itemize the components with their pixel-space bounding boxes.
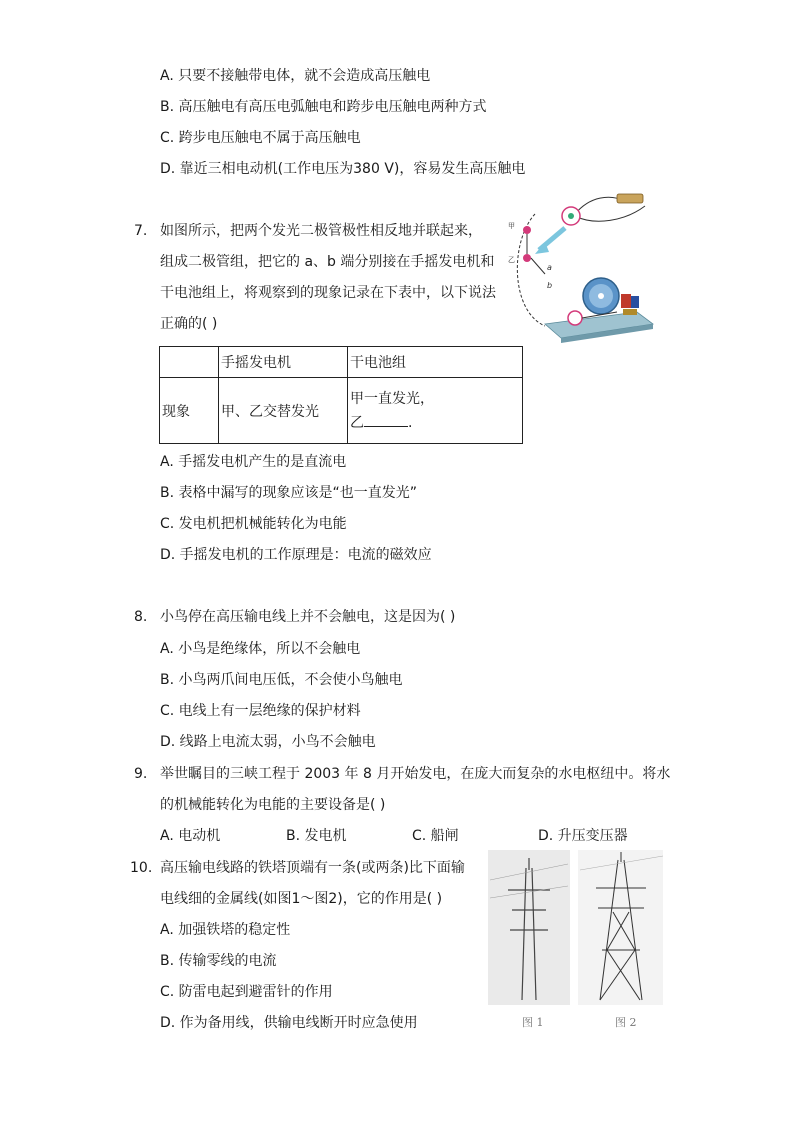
q7-option-c: C. 发电机把机械能转化为电能 xyxy=(160,516,347,532)
q6-option-d: D. 靠近三相电动机(工作电压为380 V)，容易发生高压触电 xyxy=(160,161,526,177)
label-yi: 乙 xyxy=(508,256,515,264)
q9-option-a: A. 电动机 xyxy=(160,828,221,844)
q9-number: 9. xyxy=(134,766,148,782)
label-a: a xyxy=(547,263,552,272)
q8-option-a: A. 小鸟是绝缘体，所以不会触电 xyxy=(160,641,361,657)
q9-option-b: B. 发电机 xyxy=(286,828,347,844)
q8-number: 8. xyxy=(134,609,148,625)
battery-cell-line1: 甲一直发光， xyxy=(350,390,434,407)
label-b: b xyxy=(547,281,553,290)
table-row-label: 现象 xyxy=(160,378,219,444)
table-cell-battery xyxy=(348,378,523,444)
q7-text-line2: 组成二极管组，把它的 a、b 端分别接在手摇发电机和 xyxy=(160,254,495,270)
q7-observation-table xyxy=(159,346,523,444)
label-jia: 甲 xyxy=(508,222,515,230)
q6-option-c: C. 跨步电压触电不属于高压触电 xyxy=(160,130,361,146)
q9-option-c: C. 船闸 xyxy=(412,828,459,844)
battery-cell-prefix: 乙 xyxy=(350,414,364,431)
q9-option-d: D. 升压变压器 xyxy=(538,828,628,844)
q7-number: 7. xyxy=(134,223,148,239)
q7-text-line1: 如图所示，把两个发光二极管极性相反地并联起来， xyxy=(160,223,482,239)
figure1-caption: 图 1 xyxy=(522,1016,544,1029)
table-header-battery: 干电池组 xyxy=(348,347,523,378)
q10-option-b: B. 传输零线的电流 xyxy=(160,953,277,969)
q9-text-line2: 的机械能转化为电能的主要设备是( ) xyxy=(160,797,386,813)
q10-text-line1: 高压输电线路的铁塔顶端有一条(或两条)比下面输 xyxy=(160,860,465,876)
q10-option-d: D. 作为备用线，供输电线断开时应急使用 xyxy=(160,1015,418,1031)
battery-cell-suffix: . xyxy=(408,414,413,431)
q10-tower-figures xyxy=(488,850,663,1005)
figure1-photo xyxy=(488,850,570,1005)
q9-text-line1: 举世瞩目的三峡工程于 2003 年 8 月开始发电，在庞大而复杂的水电枢纽中。将水 xyxy=(160,766,671,782)
q7-option-b: B. 表格中漏写的现象应该是“也一直发光” xyxy=(160,485,418,501)
q7-text-line3: 干电池组上，将观察到的现象记录在下表中，以下说法 xyxy=(160,285,496,301)
answer-blank xyxy=(364,412,408,427)
figure2-caption: 图 2 xyxy=(615,1016,637,1029)
q8-option-b: B. 小鸟两爪间电压低，不会使小鸟触电 xyxy=(160,672,403,688)
led-yi-icon xyxy=(523,254,531,262)
table-header-generator: 手摇发电机 xyxy=(219,347,348,378)
led-jia-icon xyxy=(523,226,531,234)
battery-icon xyxy=(617,194,643,203)
q10-option-a: A. 加强铁塔的稳定性 xyxy=(160,922,291,938)
q10-option-c: C. 防雷电起到避雷针的作用 xyxy=(160,984,333,1000)
q8-option-d: D. 线路上电流太弱，小鸟不会触电 xyxy=(160,734,376,750)
table-header-empty xyxy=(160,347,219,378)
q7-option-d: D. 手摇发电机的工作原理是：电流的磁效应 xyxy=(160,547,432,563)
q6-option-a: A. 只要不接触带电体，就不会造成高压触电 xyxy=(160,68,431,84)
q10-number: 10. xyxy=(130,860,153,876)
q8-option-c: C. 电线上有一层绝缘的保护材料 xyxy=(160,703,361,719)
q7-text-line4: 正确的( ) xyxy=(160,316,218,332)
q7-option-a: A. 手摇发电机产生的是直流电 xyxy=(160,454,347,470)
q7-circuit-figure xyxy=(505,186,655,346)
battery-cell-line2 xyxy=(350,411,520,435)
q8-text: 小鸟停在高压输电线上并不会触电，这是因为( ) xyxy=(160,609,456,625)
table-cell-generator: 甲、乙交替发光 xyxy=(219,378,348,444)
q6-option-b: B. 高压触电有高压电弧触电和跨步电压触电两种方式 xyxy=(160,99,487,115)
q10-text-line2: 电线细的金属线(如图1～图2)，它的作用是( ) xyxy=(160,891,443,907)
